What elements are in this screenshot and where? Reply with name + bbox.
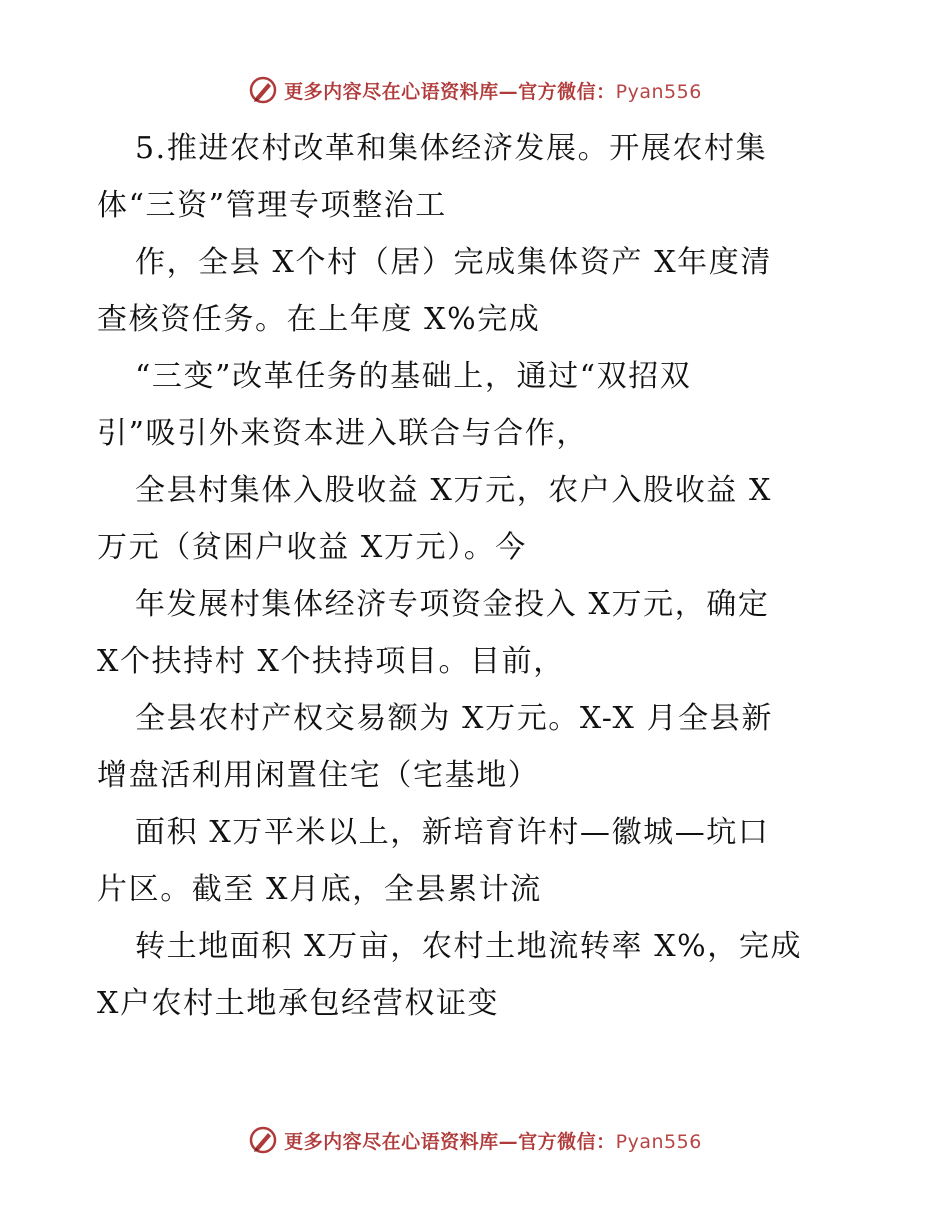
body-line: 面积 X万平米以上，新培育许村—徽城—坑口 (135, 815, 770, 850)
body-line: 查核资任务。在上年度 X%完成 (97, 302, 541, 337)
body-line: 年发展村集体经济专项资金投入 X万元，确定 (135, 587, 770, 622)
document-body (97, 120, 857, 1032)
body-line: 体“三资”管理专项整治工 (97, 188, 447, 223)
header-wechat-id: Pyan556 (615, 80, 702, 103)
body-line: 全县村集体入股收益 X万元，农户入股收益 X (135, 473, 772, 508)
body-line: 引”吸引外来资本进入联合与合作， (97, 416, 588, 451)
body-line: 作，全县 X个村（居）完成集体资产 X年度清 (135, 245, 772, 280)
body-line: 转土地面积 X万亩，农村土地流转率 X%，完成 (135, 929, 803, 964)
body-line: 片区。截至 X月底，全县累计流 (97, 872, 542, 907)
body-line: X户农村土地承包经营权证变 (97, 986, 500, 1021)
body-line: 增盘活利用闲置住宅（宅基地） (97, 758, 540, 793)
footer-watermark-banner (0, 1120, 950, 1160)
footer-wechat-id: Pyan556 (615, 1130, 702, 1153)
body-line: X个扶持村 X个扶持项目。目前， (97, 644, 565, 679)
header-banner-text: 更多内容尽在心语资料库—官方微信：Pyan556 (284, 80, 702, 103)
body-line: “三变”改革任务的基础上，通过“双招双 (135, 359, 692, 394)
body-line: 万元（贫困户收益 X万元）。今 (97, 530, 527, 565)
pen-logo-icon (248, 1125, 278, 1155)
body-line: 5.推进农村改革和集体经济发展。开展农村集 (135, 131, 768, 166)
pen-logo-icon (248, 75, 278, 105)
header-watermark-banner (0, 70, 950, 110)
body-line: 全县农村产权交易额为 X万元。X-X 月全县新 (135, 701, 773, 736)
footer-banner-text: 更多内容尽在心语资料库—官方微信：Pyan556 (284, 1130, 702, 1153)
